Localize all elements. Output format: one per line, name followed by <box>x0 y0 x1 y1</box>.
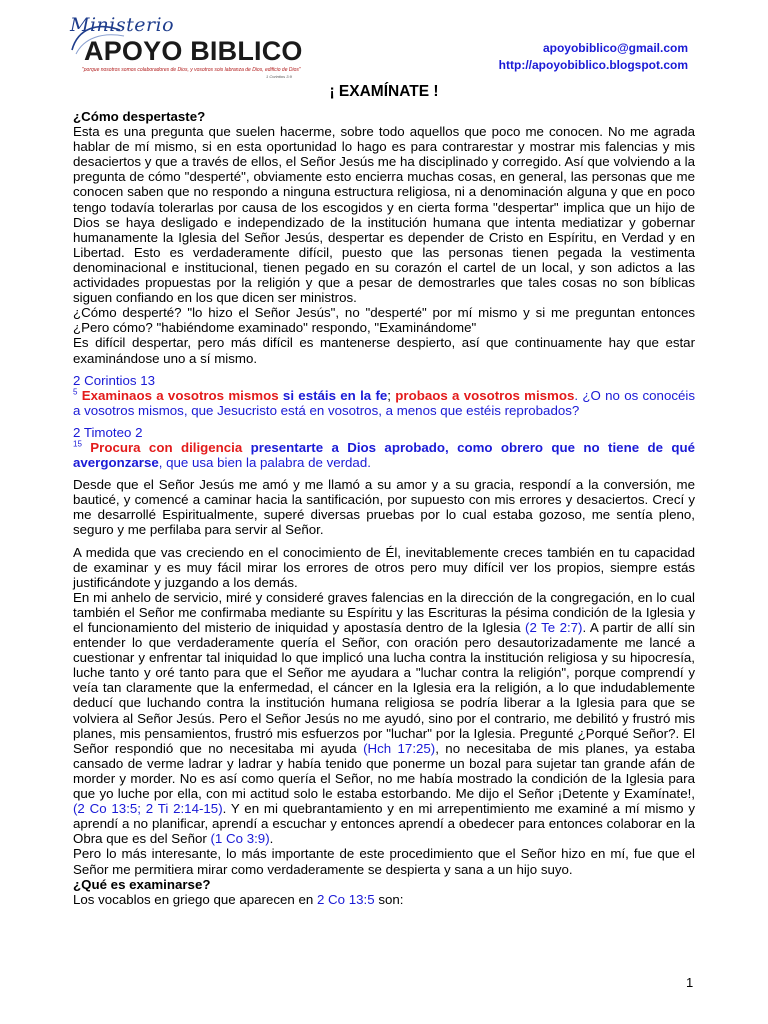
logo-script-text: Ministerio <box>70 14 175 36</box>
verse-punctuation: ; <box>387 387 391 403</box>
page-header <box>68 14 708 80</box>
paragraph <box>73 590 695 847</box>
contact-info <box>499 40 688 74</box>
verse-phrase: Examinaos a vosotros mismos <box>81 387 279 403</box>
scripture-link[interactable]: (2 Te 2:7) <box>525 620 583 635</box>
scripture-link[interactable]: (2 Co 13:5; 2 Ti 2:14-15) <box>73 801 223 817</box>
text-run: . <box>269 831 274 847</box>
verse-phrase: , que usa bien la palabra de verdad. <box>158 455 371 471</box>
verse-reference-2-timoteo[interactable]: 2 Timoteo 2 <box>73 424 143 440</box>
text-run: , no necesitaba de mis planes, ya estaba cansado de verme ladrar y ladrar y había tenido que ponerme un bozal para sujetar tan grande afán de morder y morder. No es así como quería el Señor, no me había mostrado la condición de la Iglesia para que yo luche por ella, con mi actitud solo le estaba estorbando. Me dijo el Señor ¡Detente y Examínate!, <box>73 740 695 802</box>
logo-reference: 1 Corintios 3:9 <box>266 74 292 79</box>
email-link[interactable]: apoyobiblico@gmail.com <box>542 41 688 55</box>
paragraph: A medida que vas creciendo en el conocimiento de Él, inevitablemente creces también en tu capacidad de examinar y es muy fácil mirar los errores de otros pero muy difícil ver los propios, siempre estás justificándote y juzgando a los demás. <box>73 544 695 590</box>
paragraph: ¿Cómo desperté? "lo hizo el Señor Jesús", no "desperté" por mí mismo y si me preguntan entonces ¿Pero cómo? "habiéndome examinado" respondo, "Examinándome" <box>73 305 695 336</box>
logo-tagline: "porque nosotros somos colaboradores de Dios, y vosotros sois labranza de Dios, edificio de Dios" <box>82 67 301 73</box>
ministry-logo <box>68 14 308 79</box>
website-link[interactable]: http://apoyobiblico.blogspot.com <box>498 58 688 72</box>
verse-number: 5 <box>73 387 78 397</box>
verse-phrase: presentarte a Dios aprobado <box>250 439 446 455</box>
verse-phrase: si estáis en la fe <box>282 387 388 403</box>
article-body <box>73 109 695 907</box>
text-run: Los vocablos en griego que aparecen en <box>73 891 317 907</box>
text-run: . A partir de allí sin entender lo que verdaderamente quería el Señor, con oración pero desautorizadamente me lancé a cuestionar y enfrentar tal iniquidad lo que implicó una lucha contra la institución religiosa y su hipocresía, luche tanto y oré tanto para que el Señor me ayudara a "luchar contra la religión", porque comprendí y veía tan claramente que la enfermedad, el cáncer en la Iglesia era la religión, a lo que indudablemente deducí que luchando contra la institución humana religiosa se podría liberar a la Iglesia para que se volviera al Señor Jesús. Pero el Señor Jesús no me ayudó, sino por el contrario, me debilitó y frustró mis planes, mis pensamientos, frustró mis esfuerzos por "luchar" por la Iglesia. Pregunté ¿Porqué Señor?. El Señor respondió que no necesitaba mi ayuda <box>73 620 695 756</box>
verse-phrase: . ¿O no os conocéis a vosotros mismos, que Jesucristo está en vosotros, a menos que estéis reprobados? <box>73 387 695 418</box>
section-heading-como-despertaste: ¿Cómo despertaste? <box>73 109 206 124</box>
page-number: 1 <box>686 975 694 990</box>
paragraph: Esta es una pregunta que suelen hacerme, sobre todo aquellos que poco me conocen. No me agrada hablar de mí mismo, si en esta oportunidad lo hago es para contrarestar y mostrar mis falencias y mis desaciertos y que a través de ellos, el Señor Jesús me ha disciplinado y corregido. Así que volviendo a la pregunta de cómo "desperté", obviamente esto encierra muchas cosas, en general, las personas que me conocen saben que no respondo a ninguna estructura religiosa, ni a denominación alguna y que en poco tengo todavía tolerarlas por causa de los escogidos y en cierta forma "despertar" implica que un hijo de Dios se haya desligado e independizado de la institución humana que intenta mediatizar y gobernar humanamente la Iglesia del Señor Jesús, despertar es depender de Cristo en Espíritu, en Verdad y en Libertad. Esto es verdaderamente difícil, puesto que las personas tienen pegada la vestimenta denominacional e institucional, tienen pegado en su corazón el cartel de un local, y son adictos a las actividades propuestas por la religión y que a pesar de demostrarles que tales cosas no son bíblicas siguen confiando en los que dicen ser ministros. <box>73 124 695 306</box>
verse-reference-2-corintios[interactable]: 2 Corintios 13 <box>73 372 156 388</box>
verse-phrase: Procura con diligencia <box>90 439 243 455</box>
text-run: En mi anhelo de servicio, miré y consideré graves falencias en la dirección de la congregación, en lo cual también el Señor me confirmaba mediante su Espíritu y las Escrituras la pésima condición de la Iglesia y el funcionamiento del misterio de iniquidad y apostasía dentro de la Iglesia <box>73 589 695 635</box>
verse-number: 15 <box>73 439 82 449</box>
scripture-link[interactable]: 2 Co 13:5 <box>316 891 375 907</box>
verse-2-corintios-13-5 <box>73 388 695 418</box>
text-run: . Y en mi quebrantamiento y en mi arrepentimiento me examiné a mí mismo y aprendí a no planificar, aprendí a escuchar y entonces aprendí a obedecer para entonces colaborar en la Obra que es del Señor <box>73 801 695 847</box>
verse-2-timoteo-2-15 <box>73 440 695 470</box>
paragraph: Desde que el Señor Jesús me amó y me llamó a su amor y a su gracia, respondí a la conversión, me bauticé, y comencé a caminar hacia la santificación, por supuesto con mis errores y desaciertos. Crecí y me desarrollé Espiritualmente, superé diversas pruebas por lo cual estaba gozoso, me sentía pleno, seguro y me perfilaba para servir al Señor. <box>73 477 695 538</box>
paragraph: Es difícil despertar, pero más difícil es mantenerse despierto, así que continuamente hay que estar examinándose uno a sí mismo. <box>73 335 695 366</box>
verse-phrase: , como obrero que no tiene de qué avergonzarse <box>73 439 695 471</box>
text-run: son: <box>374 891 404 907</box>
page-title: ¡ EXAMÍNATE ! <box>329 83 439 100</box>
section-heading-que-es-examinarse: ¿Qué es examinarse? <box>73 876 211 892</box>
paragraph <box>73 892 695 907</box>
paragraph: Pero lo más interesante, lo más importante de este procedimiento que el Señor hizo en mí, fue que el Señor me permitiera mirar como verdaderamente se despierta y sana a un hijo suyo. <box>73 846 695 877</box>
logo-main-text: APOYO BIBLICO <box>84 36 303 66</box>
verse-phrase: probaos a vosotros mismos <box>395 387 575 403</box>
scripture-link[interactable]: (1 Co 3:9) <box>210 831 270 847</box>
scripture-link[interactable]: (Hch 17:25) <box>363 740 436 756</box>
